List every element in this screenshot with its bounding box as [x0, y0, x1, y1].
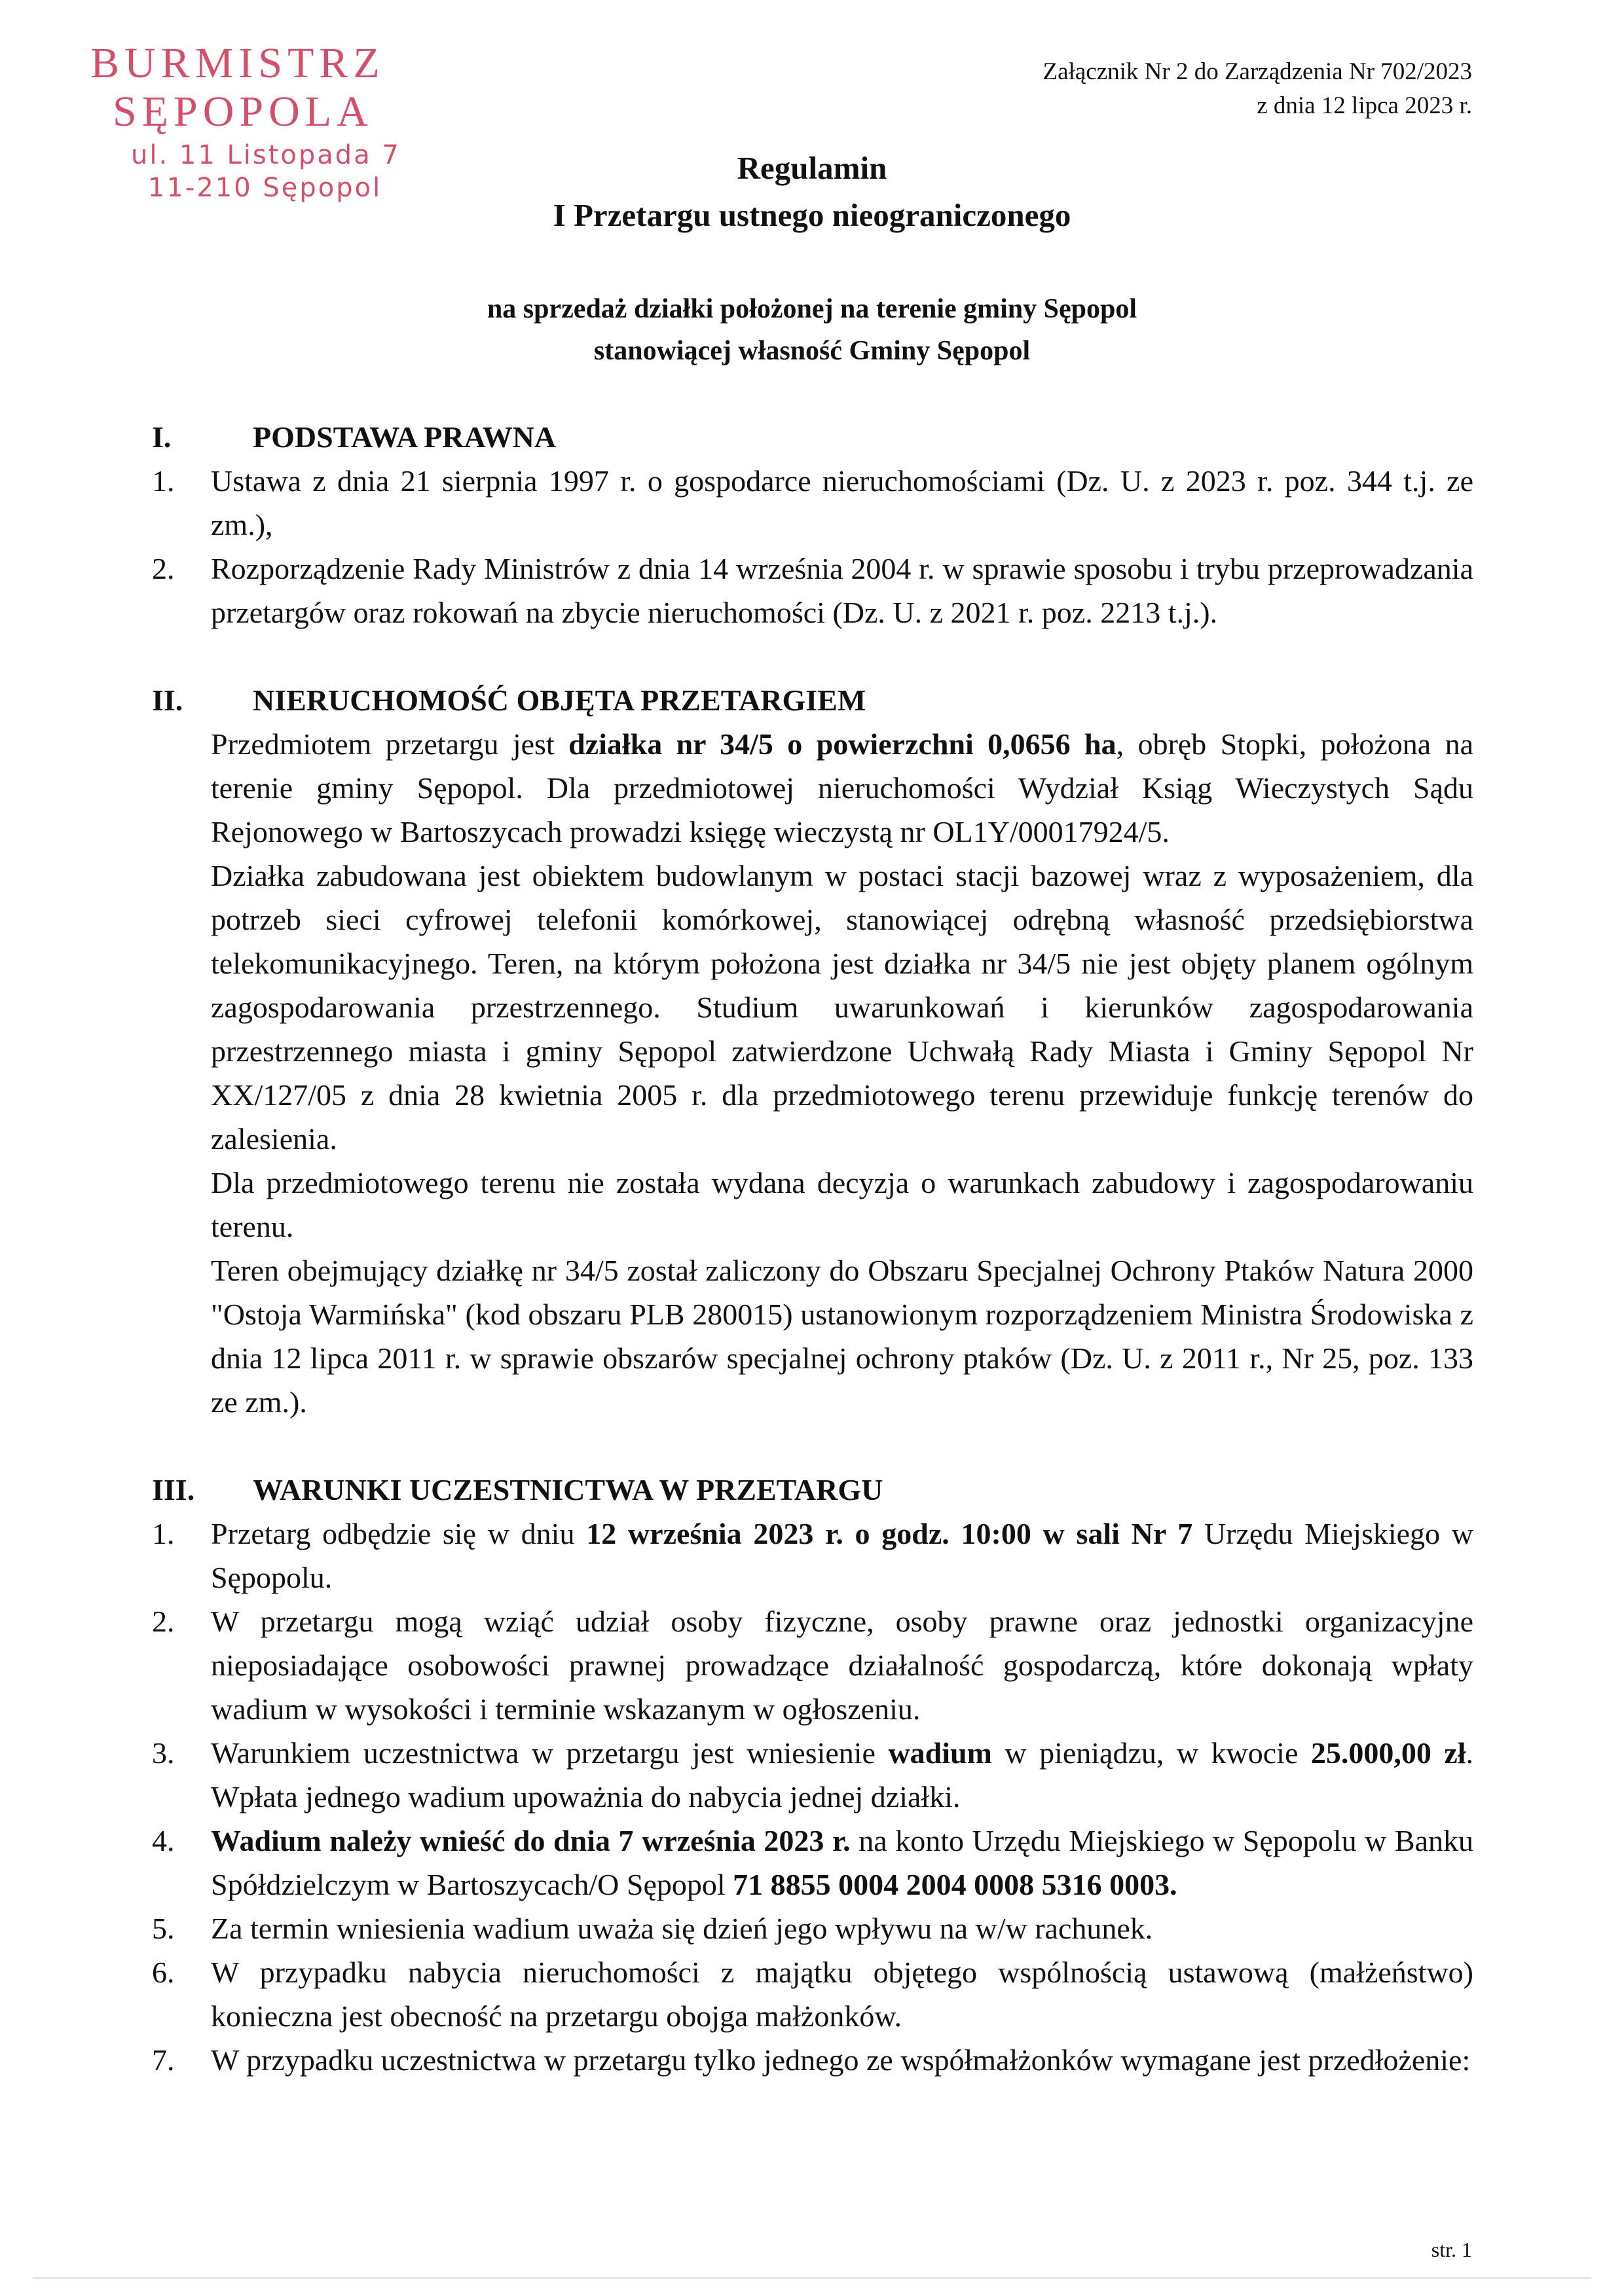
text-run: Urzędu Miejskiego w Sępopolu. — [211, 1517, 1473, 1594]
item-text: W przetargu mogą wziąć udział osoby fizyczne, osoby prawne oraz jednostki organizacyjne nieposiadające osobowości prawnej prowadzące działalność gospodarczą, które dokonają wpłaty wadium w wysokości i terminie wskazanym w ogłoszeniu. — [211, 1605, 1473, 1726]
item-number: 3. — [152, 1736, 175, 1770]
paragraph: Dla przedmiotowego terenu nie została wydana decyzja o warunkach zabudowy i zagospodarowaniu terenu. — [211, 1166, 1473, 1243]
paragraph — [211, 722, 1473, 854]
section-heading — [152, 1468, 1473, 1512]
section-title: PODSTAWA PRAWNA — [253, 420, 557, 454]
text-run-bold: działka nr 34/5 o powierzchni 0,0656 ha — [568, 727, 1116, 761]
section-property — [152, 678, 1473, 1424]
doc-title: Regulamin — [737, 150, 887, 186]
item-text: Za termin wniesienia wadium uważa się dzień jego wpływu na w/w rachunek. — [211, 1912, 1153, 1945]
item-number: 1. — [152, 464, 175, 498]
stamp-line-1: BURMISTRZ — [90, 39, 385, 87]
text-run: . Wpłata jednego wadium upoważnia do nabycia jednej działki. — [211, 1736, 1473, 1813]
text-run-bold: Wadium należy wnieść do dnia 7 września 2023 r. — [211, 1824, 851, 1857]
item-text — [211, 1731, 1473, 1819]
item-text: W przypadku nabycia nieruchomości z majątku objętego wspólnością ustawową (małżeństwo) konieczna jest obecność na przetargu obojga małżonków. — [211, 1956, 1473, 2033]
text-run: Przedmiotem przetargu jest — [211, 727, 569, 761]
list-item — [152, 2038, 1473, 2082]
section-number: I. — [152, 420, 172, 454]
doc-subtitle: I Przetargu ustnego nieograniczonego — [553, 197, 1071, 233]
list-item — [152, 1950, 1473, 2038]
section-number: III. — [152, 1473, 195, 1506]
item-number: 6. — [152, 1956, 175, 1989]
stamp-line-4: 11-210 Sępopol — [148, 173, 382, 203]
text-run-bold: 25.000,00 zł — [1310, 1736, 1466, 1770]
scan-edge-line — [33, 2277, 1591, 2279]
text-run-bold: wadium — [888, 1736, 992, 1770]
item-text — [211, 1512, 1473, 1599]
item-number: 2. — [152, 1605, 175, 1638]
annex-line-2: z dnia 12 lipca 2023 r. — [1257, 92, 1472, 119]
item-number: 1. — [152, 1517, 175, 1550]
item-number: 2. — [152, 552, 175, 585]
list-item — [152, 547, 1473, 634]
stamp-line-2: SĘPOPOLA — [113, 88, 373, 136]
text-run: Przetarg odbędzie się w dniu — [211, 1517, 587, 1550]
item-text: W przypadku uczestnictwa w przetargu tylko jednego ze współmałżonków wymagane jest przedłożenie: — [211, 2043, 1471, 2077]
section-heading — [152, 415, 1473, 459]
item-number: 4. — [152, 1824, 175, 1857]
text-run: , obręb Stopki, położona na terenie gminy Sępopol. Dla przedmiotowej nieruchomości Wydział Ksiąg Wieczystych Sądu Rejonowego w Bartoszycach prowadzi księgę wieczystą nr OL1Y/00017924/5. — [211, 727, 1473, 848]
document-body — [152, 415, 1473, 2082]
section-title: NIERUCHOMOŚĆ OBJĘTA PRZETARGIEM — [253, 683, 866, 717]
item-text: Ustawa z dnia 21 sierpnia 1997 r. o gospodarce nieruchomościami (Dz. U. z 2023 r. poz. 344 t.j. ze zm.), — [211, 464, 1473, 541]
section-participation-conditions — [152, 1468, 1473, 2082]
item-text — [211, 1819, 1473, 1906]
list-item — [152, 1731, 1473, 1819]
item-number: 5. — [152, 1912, 175, 1945]
list-item — [152, 459, 1473, 547]
list-item — [152, 1599, 1473, 1731]
text-run-bold: 12 września 2023 r. o godz. 10:00 w sali Nr 7 — [586, 1517, 1193, 1550]
section-number: II. — [152, 683, 183, 717]
item-number: 7. — [152, 2043, 175, 2077]
text-run: w pieniądzu, w kwocie — [991, 1736, 1311, 1770]
text-run: Warunkiem uczestnictwa w przetargu jest wniesienie — [211, 1736, 889, 1770]
page-number: str. 1 — [1431, 2238, 1472, 2261]
doc-subject-line-1: na sprzedaż działki położonej na terenie gminy Sępopol — [487, 294, 1137, 324]
annex-note — [1043, 55, 1472, 123]
text-run: na konto Urzędu Miejskiego w Sępopolu w Banku Spółdzielczym w Bartoszycach/O Sępopol — [211, 1824, 1473, 1901]
item-text: Rozporządzenie Rady Ministrów z dnia 14 września 2004 r. w sprawie sposobu i trybu przeprowadzania przetargów oraz rokowań na zbycie nieruchomości (Dz. U. z 2021 r. poz. 2213 t.j.). — [211, 552, 1473, 629]
text-run-bold: 71 8855 0004 2004 0008 5316 0003. — [733, 1868, 1177, 1901]
paragraph: Teren obejmujący działkę nr 34/5 został zaliczony do Obszaru Specjalnej Ochrony Ptaków Natura 2000 "Ostoja Warmińska" (kod obszaru PLB 280015) ustanowionym rozporządzeniem Ministra Środowiska z dnia 12 lipca 2011 r. w sprawie obszarów specjalnej ochrony ptaków (Dz. U. z 2011 r., Nr 25, poz. 133 ze zm.). — [211, 1254, 1473, 1419]
section-title: WARUNKI UCZESTNICTWA W PRZETARGU — [253, 1473, 883, 1506]
section-heading — [152, 678, 1473, 722]
list-item — [152, 1819, 1473, 1906]
paragraph: Działka zabudowana jest obiektem budowlanym w postaci stacji bazowej wraz z wyposażeniem, dla potrzeb sieci cyfrowej telefonii komórkowej, stanowiącej odrębną własność przedsiębiorstwa telekomunikacyjnego. Teren, na którym położona jest działka nr 34/5 nie jest objęty planem ogólnym zagospodarowania przestrzennego. Studium uwarunkowań i kierunków zagospodarowania przestrzennego miasta i gminy Sępopol zatwierdzone Uchwałą Rady Miasta i Gminy Sępopol Nr XX/127/05 z dnia 28 kwietnia 2005 r. dla przedmiotowego terenu przewiduje funkcję terenów do zalesienia. — [211, 859, 1473, 1156]
annex-line-1: Załącznik Nr 2 do Zarządzenia Nr 702/2023 — [1043, 58, 1472, 85]
list-item — [152, 1512, 1473, 1599]
section-legal-basis — [152, 415, 1473, 634]
list-item — [152, 1906, 1473, 1950]
stamp-line-3: ul. 11 Listopada 7 — [131, 140, 401, 170]
doc-subject-line-2: stanowiącej własność Gminy Sępopol — [593, 336, 1031, 366]
